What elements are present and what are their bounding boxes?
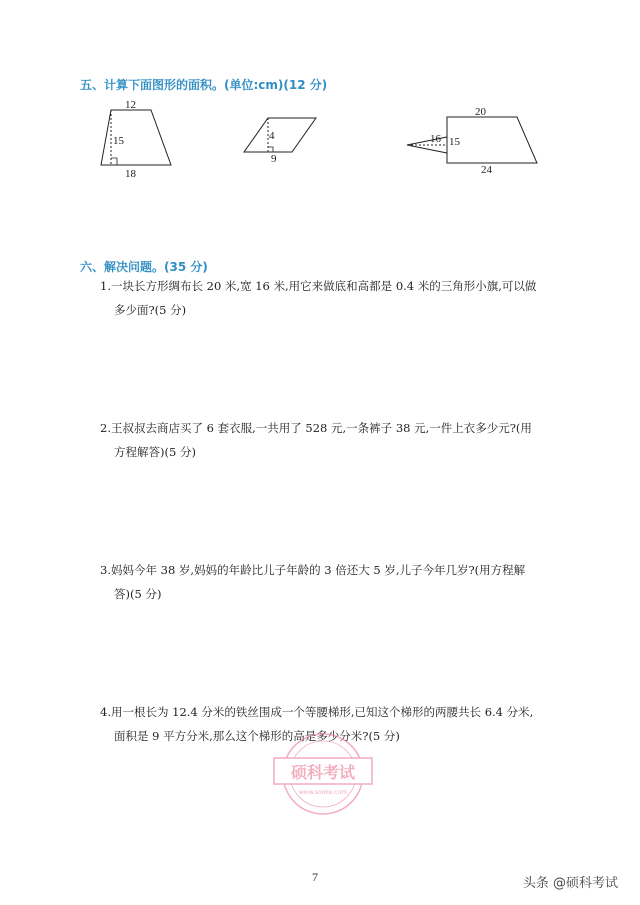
problem-2-line-1: 2.王叔叔去商店买了 6 套衣服,一共用了 528 元,一条裤子 38 元,一件上衣多少元?(用 <box>100 421 532 435</box>
source-credit: 头条 @硕科考试 <box>522 876 618 891</box>
triangle-height-label: 16 <box>430 133 441 145</box>
trapezoid-bottom-label: 18 <box>125 168 136 180</box>
composite-top-label: 20 <box>475 106 486 118</box>
problem-1 <box>100 274 570 322</box>
trapezoid-top-label: 12 <box>125 99 136 111</box>
page-number: 7 <box>312 870 318 884</box>
parallelogram-base-label: 9 <box>271 153 277 165</box>
parallelogram-figure <box>240 114 320 164</box>
problem-4-line-2: 面积是 9 平方分米,那么这个梯形的高是多少分米?(5 分) <box>114 729 400 743</box>
parallelogram-height-label: 4 <box>269 130 275 142</box>
trapezoid-figure <box>95 100 185 180</box>
problem-3-line-1: 3.妈妈今年 38 岁,妈妈的年龄比儿子年龄的 3 倍还大 5 岁,儿子今年几岁?(用方程解 <box>100 563 526 577</box>
problem-3 <box>100 558 570 606</box>
section-5-title: 五、计算下面图形的面积。(单位:cm)(12 分) <box>80 78 328 92</box>
problem-4-line-1: 4.用一根长为 12.4 分米的铁丝围成一个等腰梯形,已知这个梯形的两腰共长 6.4 分米, <box>100 705 534 719</box>
watermark-url-text: www.sooke.com <box>298 789 348 796</box>
watermark-stamp <box>268 722 378 822</box>
problem-2 <box>100 416 570 464</box>
composite-height-label: 15 <box>449 136 460 148</box>
problem-2-line-2: 方程解答)(5 分) <box>114 445 196 459</box>
problem-1-line-1: 1.一块长方形绸布长 20 米,宽 16 米,用它来做底和高都是 0.4 米的三角形小旗,可以做 <box>100 279 537 293</box>
composite-figure <box>405 105 545 175</box>
trapezoid-height-label: 15 <box>113 135 124 147</box>
watermark-main-text: 硕科考试 <box>290 763 356 782</box>
problem-3-line-2: 答)(5 分) <box>114 587 162 601</box>
problem-1-line-2: 多少面?(5 分) <box>114 303 187 317</box>
section-6-title: 六、解决问题。(35 分) <box>80 260 208 274</box>
composite-bottom-label: 24 <box>481 164 492 176</box>
